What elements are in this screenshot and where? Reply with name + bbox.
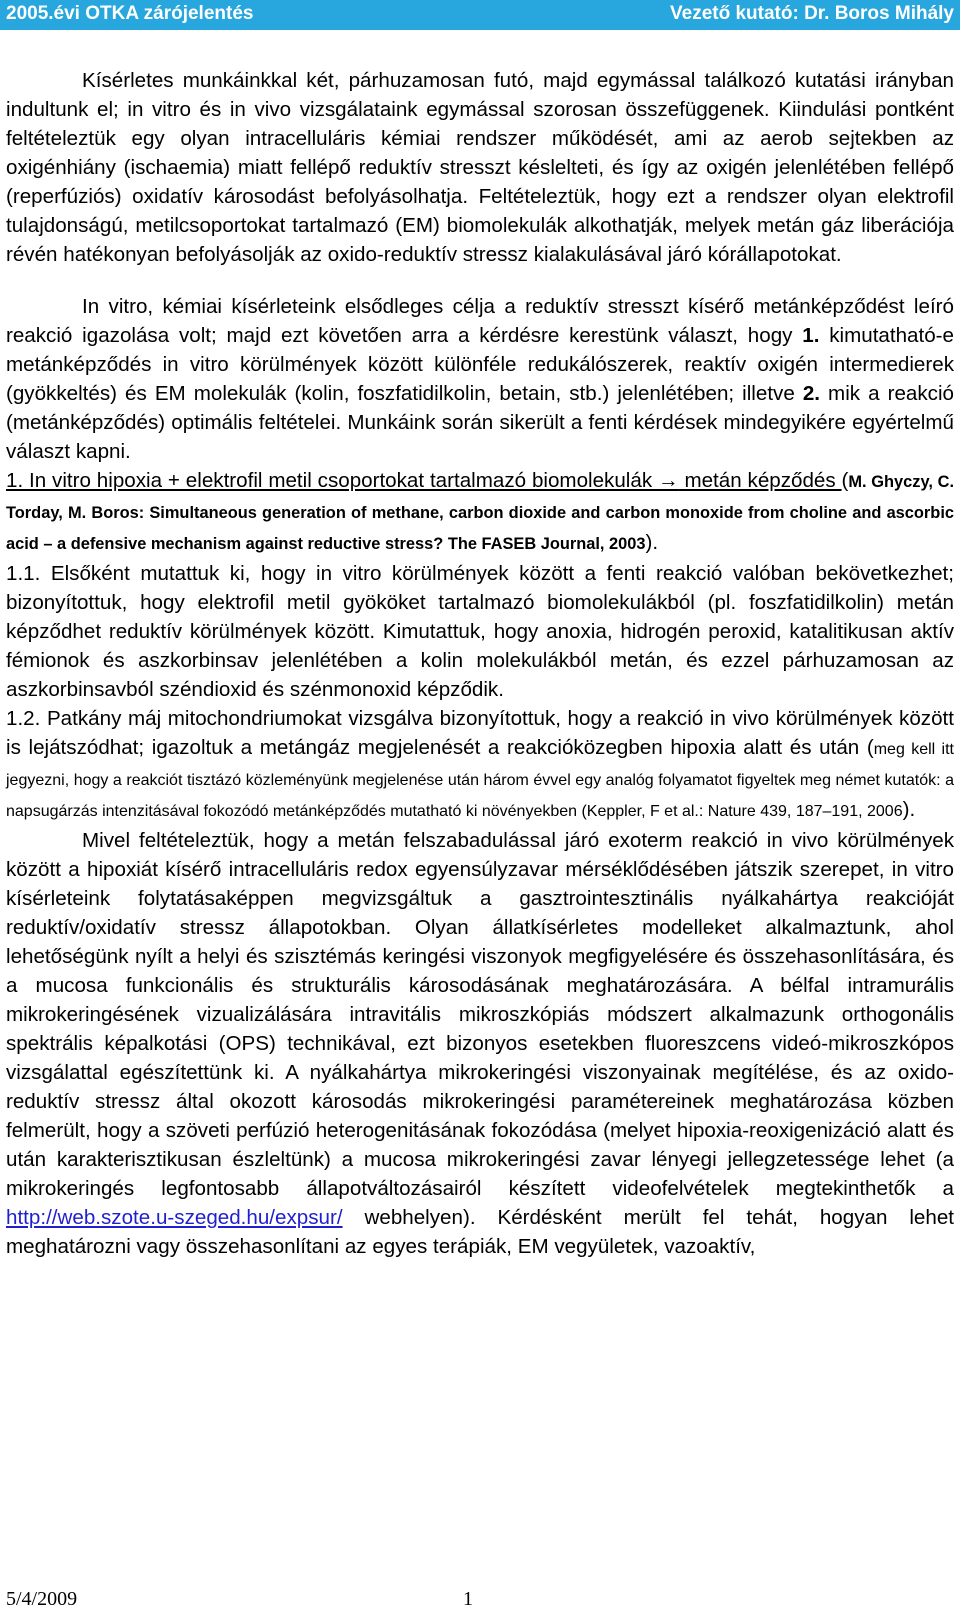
paragraph-in-vitro-goals: In vitro, kémiai kísérleteink elsődleges célja a reduktív stresszt kísérő metánképződést leíró reakció igazolása volt; majd ezt követően arra a kérdésre kerestünk választ, hogy 1. kimutatható-e metánképződés in vitro körülmények között különféle redukálószerek, reaktív oxigén intermedierek (gyökkeltés) és EM molekulák (kolin, foszfatidilkolin, betain, stb.) jelenlétében; illetve 2. mik a reakció (metánképződés) optimális feltételei. Munkáink során sikerült a fenti kérdések mindegyikére egyértelmű választ kapni.	[6, 295, 954, 463]
document-body	[6, 66, 954, 1261]
page-header	[0, 0, 960, 30]
paragraph-intro: Kísérletes munkáinkkal két, párhuzamosan futó, majd egymással találkozó kutatási irányban indultunk el; in vitro és in vivo vizsgálataink egymással szorosan összefüggenek. Kiindulási pontként feltételeztük egy olyan intracelluláris kémiai rendszer működését, ami az aerob sejtekben az oxigénhiány (ischaemia) miatt fellépő reduktív stresszt késlelteti, és így az oxigén jelenlétében fellépő (reperfúziós) oxidatív károsodást befolyásolhatja. Feltételeztük, hogy ezt a rendszer olyan elektrofil tulajdonságú, metilcsoportokat tartalmazó (EM) biomolekulák alkothatják, melyek metán gáz liberációja révén hatékonyan befolyásolják az oxido-reduktív stressz kialakulásával járó kórállapotokat.	[6, 69, 954, 266]
footer-date: 5/4/2009	[6, 1588, 78, 1610]
expsur-website-link[interactable]: http://web.szote.u-szeged.hu/expsur/	[6, 1206, 343, 1229]
paragraph-1-1: 1.1. Elsőként mutattuk ki, hogy in vitro körülmények között a fenti reakció valóban bekövetkezhet; bizonyítottuk, hogy elektrofil metil gyököket tartalmazó biomolekulákból (pl. foszfatidilkolin) metán képződhet reduktív körülmények között. Kimutattuk, hogy anoxia, hidrogén peroxid, katalitikusan aktív fémionok és aszkorbinsav jelenlétében a kolin molekulákból metán, és ezzel párhuzamosan az aszkorbinsavból széndioxid és szénmonoxid képződik.	[6, 562, 954, 701]
paragraph-1-2: 1.2. Patkány máj mitochondriumokat vizsgálva bizonyítottuk, hogy a reakció in vivo körülmények között is lejátszódhat; igazoltuk a metángáz megjelenését a reakcióközegben hipoxia alatt és után (meg kell itt jegyezni, hogy a reakciót tisztázó közleményünk megjelenése után három évvel egy analóg folyamatot figyeltek meg német kutatók: a napsugárzás intenzitásával fokozódó metánképződés mutatható ki növényekben (Keppler, F et al.: Nature 439, 187–191, 2006).	[6, 707, 954, 821]
note-keppler: meg kell itt jegyezni, hogy a reakciót tisztázó közleményünk megjelenése után három évvel egy analóg folyamatot figyeltek meg német kutatók: a napsugárzás intenzitásával fokozódó metánképződés mutatható ki növényekben (Keppler, F et al.: Nature 439, 187–191, 2006	[6, 741, 954, 820]
arrow-icon: →	[658, 469, 679, 492]
header-lead-researcher: Vezető kutató: Dr. Boros Mihály	[670, 3, 954, 24]
paragraph-in-vivo: Mivel feltételeztük, hogy a metán felszabadulással járó exoterm reakció in vivo körülmények között a hipoxiát kísérő intracelluláris redox egyensúlyzavar mérséklődésében játszik szerepet, in vitro kísérleteink folytatásaképpen megvizsgáltuk a gasztrointesztinális nyálkahártya reakcióját reduktív/oxidatív stressz állapotokban. Olyan állatkísérletes modelleket alkalmaztunk, ahol lehetőségünk nyílt a helyi és szisztémás keringési viszonyok megfigyelésére és összehasonlítására, és a mucosa funkcionális és strukturális károsodásának meghatározására. A bélfal intramurális mikrokeringésének vizualizálására intravitális mikroszkópiás módszert alkalmazunk orthogonális spektrális képalkotási (OPS) technikával, ezt bizonyos esetekben fluoreszcens videó-mikroszkópos vizsgálattal egészítettünk ki. A nyálkahártya mikrokeringési viszonyainak megítélése, és az oxido-reduktív stressz által okozott károsodás mikrokeringési paramétereinek meghatározása közben felmerült, hogy a szöveti perfúzió heterogenitásának fokozódása (melyet hipoxia-reoxigenizáció alatt és után karakterisztikusan észleltünk) a mucosa mikrokeringési zavar lényegi jellegzetessége lehet (a mikrokeringés legfontosabb állapotváltozásairól készített videofelvételek megtekinthetők a http://web.szote.u-szeged.hu/expsur/ webhelyen). Kérdésként merült fel tehát, hogyan lehet meghatározni vagy összehasonlítani az egyes terápiák, EM vegyületek, vazoaktív,	[6, 829, 954, 1258]
header-report-title: 2005.évi OTKA zárójelentés	[6, 3, 254, 24]
citation-faseb: M. Ghyczy, C. Torday, M. Boros: Simultaneous generation of methane, carbon dioxide and carbon monoxide from choline and ascorbic acid – a defensive mechanism against reductive stress? The FASEB Journal, 2003	[6, 473, 955, 553]
question-number-2: 2.	[802, 382, 821, 405]
section-heading-1: 1. In vitro hipoxia + elektrofil metil csoportokat tartalmazó biomolekulák → metán képződés (M. Ghyczy, C. Torday, M. Boros: Simultaneous generation of methane, carbon dioxide and carbon monoxide from choline and ascorbic acid – a defensive mechanism against reductive stress? The FASEB Journal, 2003).	[6, 469, 955, 554]
page-number: 1	[463, 1588, 473, 1610]
question-number-1: 1.	[802, 324, 820, 347]
